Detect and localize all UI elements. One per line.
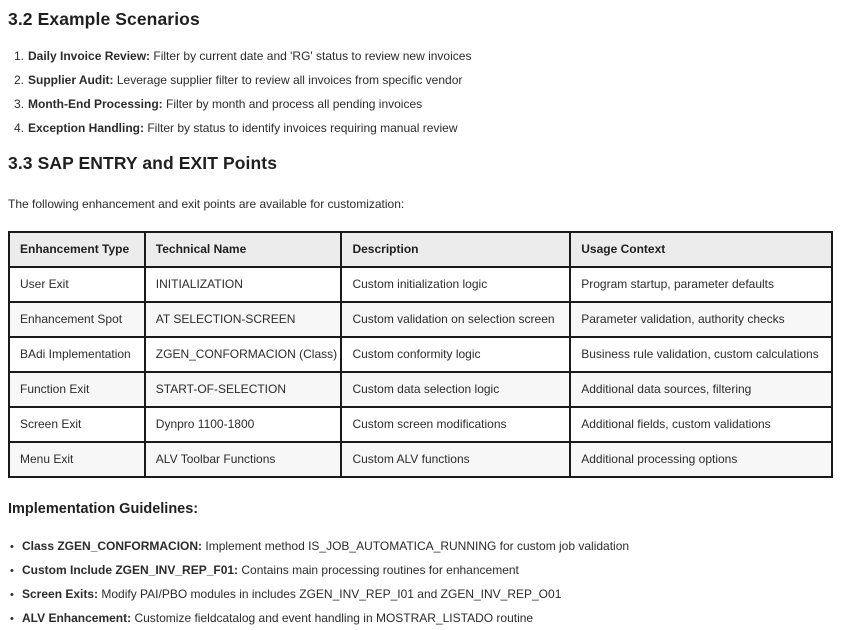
list-item-text: Contains main processing routines for enhancement: [238, 563, 519, 577]
table-cell: Additional data sources, filtering: [570, 372, 832, 407]
bullet-icon: •: [10, 613, 14, 625]
list-number: 4.: [14, 121, 25, 135]
list-item-text: Filter by month and process all pending invoices: [162, 97, 423, 111]
table-row: [9, 442, 832, 477]
list-item-text: Customize fieldcatalog and event handling in MOSTRAR_LISTADO routine: [131, 611, 534, 625]
list-item: [10, 587, 833, 603]
table-cell: INITIALIZATION: [145, 267, 342, 302]
bullet-icon: •: [10, 541, 14, 553]
table-cell: Custom screen modifications: [341, 407, 570, 442]
scenario-list: [8, 49, 833, 136]
list-item-label: Month-End Processing:: [28, 97, 163, 111]
table-cell: Function Exit: [9, 372, 145, 407]
list-item-text: Modify PAI/PBO modules in includes ZGEN_INV_REP_I01 and ZGEN_INV_REP_O01: [98, 587, 562, 601]
list-item-label: Custom Include ZGEN_INV_REP_F01:: [22, 563, 239, 577]
table-row: [9, 407, 832, 442]
table-cell: Custom initialization logic: [341, 267, 570, 302]
table-cell: ZGEN_CONFORMACION (Class): [145, 337, 342, 372]
list-item-label: Supplier Audit:: [28, 73, 114, 87]
table-cell: Program startup, parameter defaults: [570, 267, 832, 302]
list-item: [14, 97, 833, 112]
list-number: 3.: [14, 97, 25, 111]
table-cell: Screen Exit: [9, 407, 145, 442]
list-item: [14, 49, 833, 64]
section-32-heading: 3.2 Example Scenarios: [8, 9, 200, 29]
list-number: 2.: [14, 73, 25, 87]
table-header-cell: Usage Context: [570, 232, 832, 267]
list-item: [14, 121, 833, 136]
table-cell: START-OF-SELECTION: [145, 372, 342, 407]
table-header-cell: Technical Name: [145, 232, 342, 267]
list-item-label: Daily Invoice Review:: [28, 49, 151, 63]
table-row: [9, 372, 832, 407]
table-cell: Parameter validation, authority checks: [570, 302, 832, 337]
table-cell: Menu Exit: [9, 442, 145, 477]
bullet-icon: •: [10, 565, 14, 577]
list-number: 1.: [14, 49, 25, 63]
list-item-text: Leverage supplier filter to review all invoices from specific vendor: [113, 73, 463, 87]
list-item-label: Exception Handling:: [28, 121, 145, 135]
bullet-icon: •: [10, 589, 14, 601]
table-cell: Custom ALV functions: [341, 442, 570, 477]
list-item-text: Implement method IS_JOB_AUTOMATICA_RUNNING for custom job validation: [202, 539, 630, 553]
table-row: [9, 302, 832, 337]
enhancement-points-table: [8, 231, 833, 478]
guidelines-list: [8, 539, 833, 627]
list-item-text: Filter by current date and 'RG' status to review new invoices: [150, 49, 472, 63]
table-cell: Enhancement Spot: [9, 302, 145, 337]
table-cell: Additional fields, custom validations: [570, 407, 832, 442]
table-row: [9, 267, 832, 302]
list-item-label: Screen Exits:: [22, 587, 99, 601]
table-header-row: [9, 232, 832, 267]
list-item-text: Filter by status to identify invoices requiring manual review: [144, 121, 458, 135]
table-cell: Custom conformity logic: [341, 337, 570, 372]
list-item: [10, 539, 833, 555]
table-row: [9, 337, 832, 372]
table-cell: Custom data selection logic: [341, 372, 570, 407]
list-item-label: ALV Enhancement:: [22, 611, 132, 625]
table-cell: Dynpro 1100-1800: [145, 407, 342, 442]
table-cell: BAdi Implementation: [9, 337, 145, 372]
table-header-cell: Enhancement Type: [9, 232, 145, 267]
table-cell: Business rule validation, custom calculations: [570, 337, 832, 372]
list-item: [14, 73, 833, 88]
list-item: [10, 563, 833, 579]
table-cell: Custom validation on selection screen: [341, 302, 570, 337]
guidelines-heading: Implementation Guidelines:: [8, 501, 199, 517]
list-item: [10, 611, 833, 627]
list-item-label: Class ZGEN_CONFORMACION:: [22, 539, 203, 553]
section-33-intro: The following enhancement and exit points are available for customization:: [8, 197, 405, 211]
table-header-cell: Description: [341, 232, 570, 267]
table-cell: Additional processing options: [570, 442, 832, 477]
table-cell: User Exit: [9, 267, 145, 302]
table-cell: AT SELECTION-SCREEN: [145, 302, 342, 337]
section-33-heading: 3.3 SAP ENTRY and EXIT Points: [8, 153, 278, 173]
table-cell: ALV Toolbar Functions: [145, 442, 342, 477]
